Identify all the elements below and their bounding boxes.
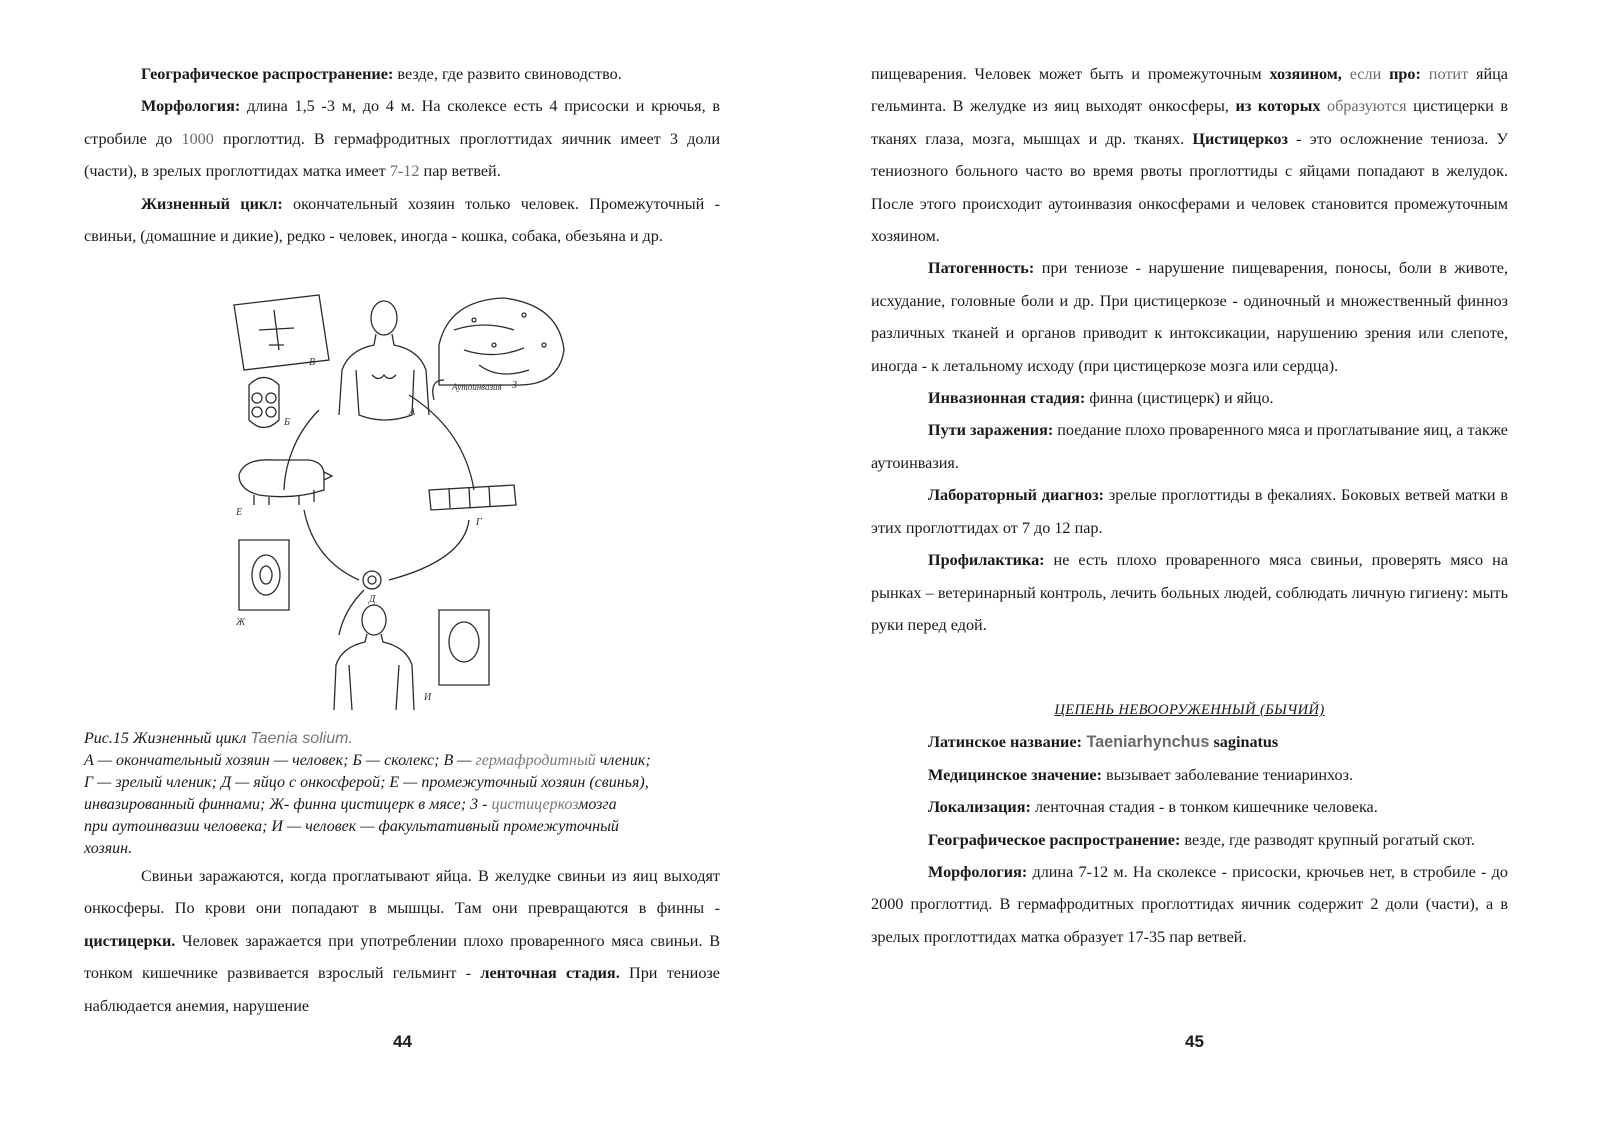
paragraph-text: финна (цистицерк) и яйцо. [1085, 389, 1274, 408]
paragraph-text: поедание плохо проваренного мяса и проглатывание яиц, а также аутоинвазия. [871, 421, 1508, 472]
caption-text: инвазированный финнами; Ж- финна цистицерк в мясе; 3 - [84, 796, 492, 813]
caption-text: цистицеркоз [491, 796, 579, 813]
section-label: Патогенность: [928, 259, 1035, 278]
page-number-right: 45 [1185, 1032, 1204, 1051]
paragraph-text: Свиньи заражаются, когда проглатывают яйца. В желудке свиньи из яиц выходят онкосферы. По крови они попадают в мышцы. Там они превращаются в финны - [84, 867, 720, 918]
morph-number: 7-12 [389, 162, 420, 181]
caption-text: А — окончательный хозяин — человек; Б — сколекс; В — [84, 752, 476, 769]
cycle-arc [339, 590, 364, 635]
left-text-bottom [84, 860, 720, 1022]
section-label: Локализация: [928, 798, 1031, 817]
mature-segment [429, 485, 516, 510]
egg-drawing [363, 571, 381, 589]
bold-term: ленточная стадия. [480, 964, 620, 983]
bold-term: хозяином, [1269, 65, 1342, 83]
section-label: Пути заражения: [928, 421, 1054, 440]
invasive-stage-paragraph [871, 382, 1508, 414]
figure-label-b: Б [284, 417, 290, 428]
pathogenicity-paragraph [871, 252, 1508, 382]
bold-term: из которых [1235, 97, 1321, 116]
caption-prefix: Рис.15 Жизненный цикл [84, 730, 251, 747]
paragraph-text: - это осложнение тениоза. У тениозного больного часто во время рвоты проглоттиды с яйцами попадают в желудок. После этого происходит аутоинвазия онкосферами и человек становится промежуточным хозяином. [871, 129, 1508, 246]
right-page [800, 0, 1600, 1133]
figure-label-v: В [309, 357, 316, 368]
caption-text: мозга [578, 796, 617, 813]
brain-drawing [439, 298, 564, 385]
infection-routes-paragraph [871, 414, 1508, 479]
bold-term: цистицерки. [84, 931, 176, 950]
morph-number: 1000 [181, 129, 214, 148]
right-text-bottom [871, 694, 1508, 953]
lab-diagnosis-paragraph [871, 479, 1508, 544]
paragraph-text: Человек заражается при употреблении плохо проваренного мяса свиньи. В тонком кишечнике развивается взрослый гельминт - [84, 931, 720, 983]
caption-species: Taenia solium. [250, 730, 353, 747]
prevention-paragraph [871, 544, 1508, 641]
figure-label-i: И [424, 692, 432, 703]
figure-label-e: Е [236, 507, 243, 518]
figure-label-a: А [409, 407, 416, 418]
cycle-arc [409, 395, 474, 490]
finn-in-meat [239, 540, 289, 610]
section-label: Профилактика: [928, 551, 1045, 570]
paragraph-text: везде, где разводят крупный рогатый скот. [1180, 830, 1475, 849]
faded-text: образуются [1320, 97, 1407, 116]
section-label: Лабораторный диагноз: [928, 486, 1105, 505]
figure-label-d: Д [369, 594, 376, 605]
page-number-left: 44 [393, 1032, 412, 1051]
faded-text: потит [1420, 65, 1469, 83]
paragraph-text: при тениозе - нарушение пищеварения, поносы, боли в животе, исхудание, головные боли и др. При цистицеркозе - одиночный и множественный финноз различных тканей и органов приводит к интоксикации, нарушению зрения или слепоте, иногда - к летальному исходу (при цистицеркозе мозга или сердца). [871, 259, 1508, 375]
paragraph-text: яйца гельминта. В желудке из яиц выходят онкосферы, [871, 65, 1508, 116]
section-label: Инвазионная стадия: [928, 389, 1086, 408]
caption-text: гермафродитный [475, 752, 596, 769]
section-label: Морфология: [928, 863, 1028, 882]
morph-text: проглоттид. В гермафродитных проглоттидах яичник имеет 3 доли (части), в зрелых проглоттидах матка имеет [84, 129, 720, 181]
caption-line [84, 794, 734, 816]
figure-label-z: З [512, 380, 517, 391]
cycle-paragraph [84, 188, 720, 253]
pig-drawing [239, 460, 332, 505]
morph-text: пар ветвей. [419, 162, 501, 181]
section-label: Латинское название: [928, 733, 1082, 752]
morph-text: длина 1,5 -3 м, до 4 м. На сколексе есть 4 присоски и крючья, в стробиле до [84, 97, 720, 148]
paragraph-text: зрелые проглоттиды в фекалиях. Боковых ветвей матки в этих проглоттидах от 7 до 12 пар. [871, 486, 1508, 537]
paragraph-text: При тениозе наблюдается анемия, нарушение [84, 964, 720, 1015]
continuation-paragraph [871, 58, 1508, 252]
geo-paragraph [84, 58, 720, 90]
scolex-drawing [249, 378, 279, 428]
caption-line [84, 750, 734, 772]
caption-line: хозяин. [84, 840, 133, 857]
caption-line: при аутоинвазии человека; И — человек — факультативный промежуточный [84, 818, 619, 835]
cycle-arc [304, 510, 359, 580]
pig-infection-paragraph [84, 860, 720, 1022]
cycle-text: окончательный хозяин только человек. Промежуточный - свиньи, (домашние и дикие), редко - человек, иногда - кошка, собака, обезьяна и др. [84, 194, 721, 246]
geo-text: везде, где развито свиноводство. [393, 65, 622, 83]
paragraph-text: ленточная стадия - в тонком кишечнике человека. [1030, 798, 1378, 817]
faded-text: если [1341, 65, 1382, 83]
morph-label: Морфология: [141, 97, 241, 116]
section-label: Географическое распространение: [928, 830, 1181, 849]
human-figure-a [339, 301, 429, 420]
figure-label-g: Г [476, 517, 482, 528]
caption-text: членик; [595, 752, 651, 769]
human-figure-i [334, 605, 414, 710]
right-text-top [871, 58, 1508, 641]
cycle-label: Жизненный цикл: [141, 194, 283, 213]
localization-paragraph [871, 791, 1508, 823]
bold-term: Цистицеркоз [1192, 129, 1288, 148]
paragraph-text: пищеварения. Человек может быть и промежуточным [871, 65, 1270, 83]
bold-term: про: [1381, 65, 1421, 83]
geo-label: Географическое распространение: [141, 65, 394, 83]
caption-title [84, 728, 734, 750]
geo-paragraph-2 [871, 824, 1508, 856]
paragraph-text: длина 7-12 м. На сколексе - присоски, крючьев нет, в стробиле - до 2000 проглоттид. В гермафродитных проглоттидах яичник содержит 2 доли (части), а в зрелых проглоттидах матка образует 17-35 пар ветвей. [871, 863, 1508, 946]
morph-paragraph [84, 90, 720, 187]
caption-line: Г — зрелый членик; Д — яйцо с онкосферой; Е — промежуточный хозяин (свинья), [84, 774, 649, 791]
medical-significance-paragraph [871, 759, 1508, 791]
paragraph-text: цистицерки в тканях глаза, мозга, мышцах и др. тканях. [871, 97, 1508, 148]
latin-species: saginatus [1209, 733, 1279, 752]
figure-label-zh: Ж [236, 617, 246, 628]
figure-caption [84, 728, 734, 860]
section-heading: ЦЕПЕНЬ НЕВООРУЖЕННЫЙ (БЫЧИЙ) [1054, 702, 1325, 718]
morph-paragraph-2 [871, 856, 1508, 953]
paragraph-text: не есть плохо проваренного мяса свиньи, проверять мясо на рынках – ветеринарный контроль, лечить больных людей, соблюдать личную гигиену: мыть руки перед едой. [871, 551, 1508, 634]
cysticercus-drawing [439, 610, 489, 685]
cycle-arc [389, 520, 469, 580]
left-text-top [84, 58, 720, 252]
figure-label-autoinvasion: Аутоинвазия [452, 382, 502, 392]
latin-genus: Taeniarhynchus [1081, 733, 1210, 752]
paragraph-text: вызывает заболевание тениаринхоз. [1101, 765, 1354, 784]
latin-name-paragraph [871, 726, 1508, 758]
life-cycle-figure [224, 290, 584, 720]
section-label: Медицинское значение: [928, 765, 1102, 784]
